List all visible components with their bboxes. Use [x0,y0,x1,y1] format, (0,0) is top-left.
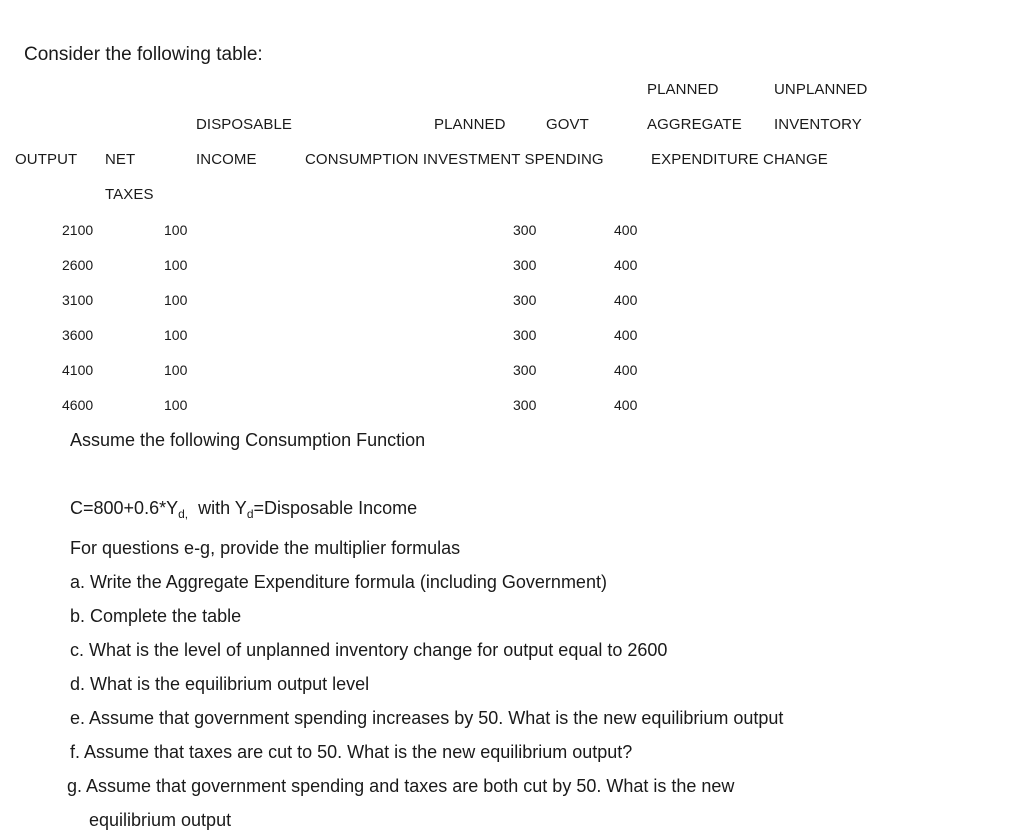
formula-part1: C=800+0.6*Y [70,498,179,518]
table-cell-govt: 400 [614,292,638,308]
header-planned-aggregate-line1: PLANNED [647,81,719,98]
question-c: c. What is the level of unplanned inventory change for output equal to 2600 [70,640,668,660]
formula-part2: with Y [198,498,247,518]
header-planned-investment-line1: PLANNED [434,116,506,133]
table-cell-govt: 400 [614,222,638,238]
table-cell-investment: 300 [513,362,537,378]
table-cell-output: 4100 [62,362,94,378]
header-disposable-line1: DISPOSABLE [196,116,293,133]
consumption-intro: Assume the following Consumption Function [70,430,426,450]
header-unplanned-line2: INVENTORY [774,116,862,133]
formula-subscript-1: d, [178,507,189,521]
table-cell-investment: 300 [513,222,537,238]
question-d: d. What is the equilibrium output level [70,674,370,694]
header-consumption-investment-spending: CONSUMPTION INVESTMENT SPENDING [305,151,604,168]
table-cell-investment: 300 [513,397,537,413]
table-cell-output: 2600 [62,257,94,273]
table-cell-investment: 300 [513,292,537,308]
question-g: g. Assume that government spending and taxes are both cut by 50. What is the new [67,776,735,796]
intro-text: Consider the following table: [24,44,263,65]
table-cell-output: 3100 [62,292,94,308]
question-e: e. Assume that government spending increases by 50. What is the new equilibrium output [70,708,784,728]
header-planned-aggregate-line2: AGGREGATE [647,116,742,133]
question-g-continuation: equilibrium output [89,810,232,830]
formula-subscript-2: d [246,507,254,521]
header-output: OUTPUT [15,151,78,168]
table-cell-investment: 300 [513,327,537,343]
table-cell-net-taxes: 100 [164,397,188,413]
question-f: f. Assume that taxes are cut to 50. What is the new equilibrium output? [70,742,633,762]
formula-part3: =Disposable Income [253,498,418,518]
header-unplanned-line1: UNPLANNED [774,81,868,98]
question-a: a. Write the Aggregate Expenditure formula (including Government) [70,572,607,592]
table-cell-govt: 400 [614,327,638,343]
table-cell-net-taxes: 100 [164,292,188,308]
question-b: b. Complete the table [70,606,242,626]
table-cell-govt: 400 [614,362,638,378]
table-cell-net-taxes: 100 [164,327,188,343]
header-expenditure-change: EXPENDITURE CHANGE [651,151,828,168]
table-cell-output: 3600 [62,327,94,343]
header-govt-line1: GOVT [546,116,589,133]
table-cell-net-taxes: 100 [164,257,188,273]
table-cell-output: 4600 [62,397,94,413]
table-cell-net-taxes: 100 [164,362,188,378]
table-cell-net-taxes: 100 [164,222,188,238]
header-net-line2: TAXES [105,186,154,203]
table-cell-investment: 300 [513,257,537,273]
multiplier-note: For questions e-g, provide the multiplier formulas [70,538,461,558]
table-cell-govt: 400 [614,257,638,273]
consumption-formula [70,498,417,519]
table-cell-output: 2100 [62,222,94,238]
header-disposable-line2: INCOME [196,151,257,168]
table-cell-govt: 400 [614,397,638,413]
header-net-line1: NET [105,151,136,168]
